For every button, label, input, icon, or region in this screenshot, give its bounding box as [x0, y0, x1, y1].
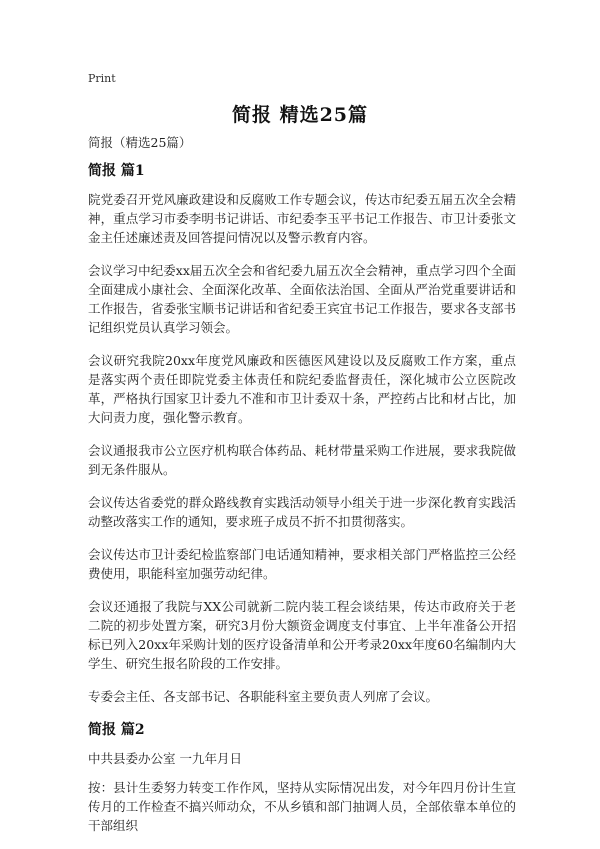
- paragraph: 会议传达省委党的群众路线教育实践活动领导小组关于进一步深化教育实践活动整改落实工作的通知，要求班子成员不折不扣贯彻落实。: [88, 495, 516, 529]
- print-label: Print: [88, 72, 116, 85]
- document-subtitle: 简报（精选25篇）: [88, 135, 192, 150]
- paragraph: 会议传达市卫计委纪检监察部门电话通知精神，要求相关部门严格监控三公经费使用，职能科室加强劳动纪律。: [88, 547, 516, 581]
- paragraph: 按：县计生委努力转变工作作风，坚持从实际情况出发，对今年四月份计生宣传月的工作检查不搞兴师动众，不从乡镇和部门抽调人员，全部依靠本单位的干部组织: [88, 780, 516, 833]
- paragraph: 会议学习中纪委xx届五次全会和省纪委九届五次全会精神，重点学习四个全面全面建成小康社会、全面深化改革、全面依法治国、全面从严治党重要讲话和工作报告，省委张宝顺书记讲话和省纪委王宾宜书记工作报告，要求各支部书记组织党员认真学习领会。: [88, 263, 516, 335]
- paragraph: 会议研究我院20xx年度党风廉政和医德医风建设以及反腐败工作方案，重点是落实两个责任即院党委主体责任和院纪委监督责任，深化城市公立医院改革，严格执行国家卫计委九不准和市卫计委双十条，严控药占比和材占比，加大问责力度，强化警示教育。: [88, 353, 516, 425]
- section-heading-2: 简报 篇2: [88, 722, 145, 738]
- document-title: 简报 精选25篇: [231, 104, 369, 126]
- paragraph: 中共县委办公室 一九年月日: [88, 751, 242, 766]
- paragraph: 会议还通报了我院与XX公司就新二院内装工程会谈结果，传达市政府关于老二院的初步处置方案，研究3月份大额资金调度支付事宜、上半年准备公开招标已列入20xx年采购计划的医疗设备清单和公开考录20xx年度60名编制内大学生、研究生报名阶段的工作安排。: [88, 599, 516, 671]
- document-body: [88, 133, 516, 849]
- paragraph: 会议通报我市公立医疗机构联合体药品、耗材带量采购工作进展，要求我院做到无条件服从。: [88, 443, 516, 477]
- paragraph: 院党委召开党风廉政建设和反腐败工作专题会议，传达市纪委五届五次全会精神，重点学习市委李明书记讲话、市纪委李玉平书记工作报告、市卫计委张文金主任述廉述责及回答提问情况以及警示教育内容。: [88, 192, 516, 245]
- section-heading-1: 简报 篇1: [88, 163, 145, 179]
- paragraph: 专委会主任、各支部书记、各职能科室主要负责人列席了会议。: [88, 689, 439, 704]
